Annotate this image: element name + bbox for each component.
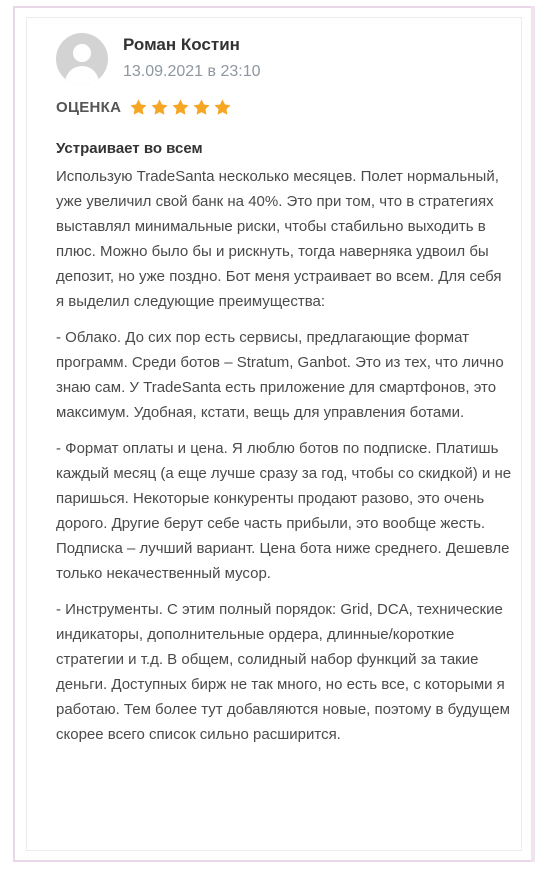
side-shadow [531,6,535,862]
star-icon [171,98,190,117]
review-paragraph: - Инструменты. С этим полный порядок: Grid, DCA, технические индикаторы, дополнительные ордера, длинные/короткие стратегии и т.д. В общем, солидный набор функций за такие деньги. Доступных бирж не так много, но есть все, с которыми я работаю. Тем более тут добавляются новые, поэтому в будущем скорее всего список сильно расширится. [56,601,510,743]
author-name: Роман Костин [123,35,240,54]
user-avatar-icon [56,33,108,85]
rating-stars [129,98,232,117]
star-icon [129,98,148,117]
review-title: Устраивает во всем [56,140,203,157]
review-date: 13.09.2021 в 23:10 [123,63,261,80]
review-card [26,17,522,851]
star-icon [192,98,211,117]
review-paragraph: - Облако. До сих пор есть сервисы, предлагающие формат программ. Среди ботов – Stratum, Ganbot. Это из тех, что лично знаю сам. У TradeSanta есть приложение для смартфонов, это максимум. Удобная, кстати, вещь для управления ботами. [56,329,504,421]
review-frame [13,6,535,862]
star-icon [150,98,169,117]
review-body [56,164,512,758]
rating-label: ОЦЕНКА [56,98,122,116]
review-paragraph: - Формат оплаты и цена. Я люблю ботов по подписке. Платишь каждый месяц (а еще лучше сразу за год, чтобы со скидкой) и не паришься. Некоторые конкуренты продают разово, это очень дорого. Другие берут себе часть прибыли, это вообще жесть. Подписка – лучший вариант. Цена бота ниже среднего. Дешевле только некачественный мусор. [56,440,512,582]
review-paragraph: Использую TradeSanta несколько месяцев. Полет нормальный, уже увеличил свой банк на 40%. Это при том, что в стратегиях выставлял минимальные риски, чтобы стабильно выходить в плюс. Можно было бы и рискнуть, тогда наверняка удвоил бы депозит, но уже поздно. Бот меня устраивает во всем. Для себя я выделил следующие преимущества: [56,168,502,310]
star-icon [213,98,232,117]
rating-row [56,96,232,118]
